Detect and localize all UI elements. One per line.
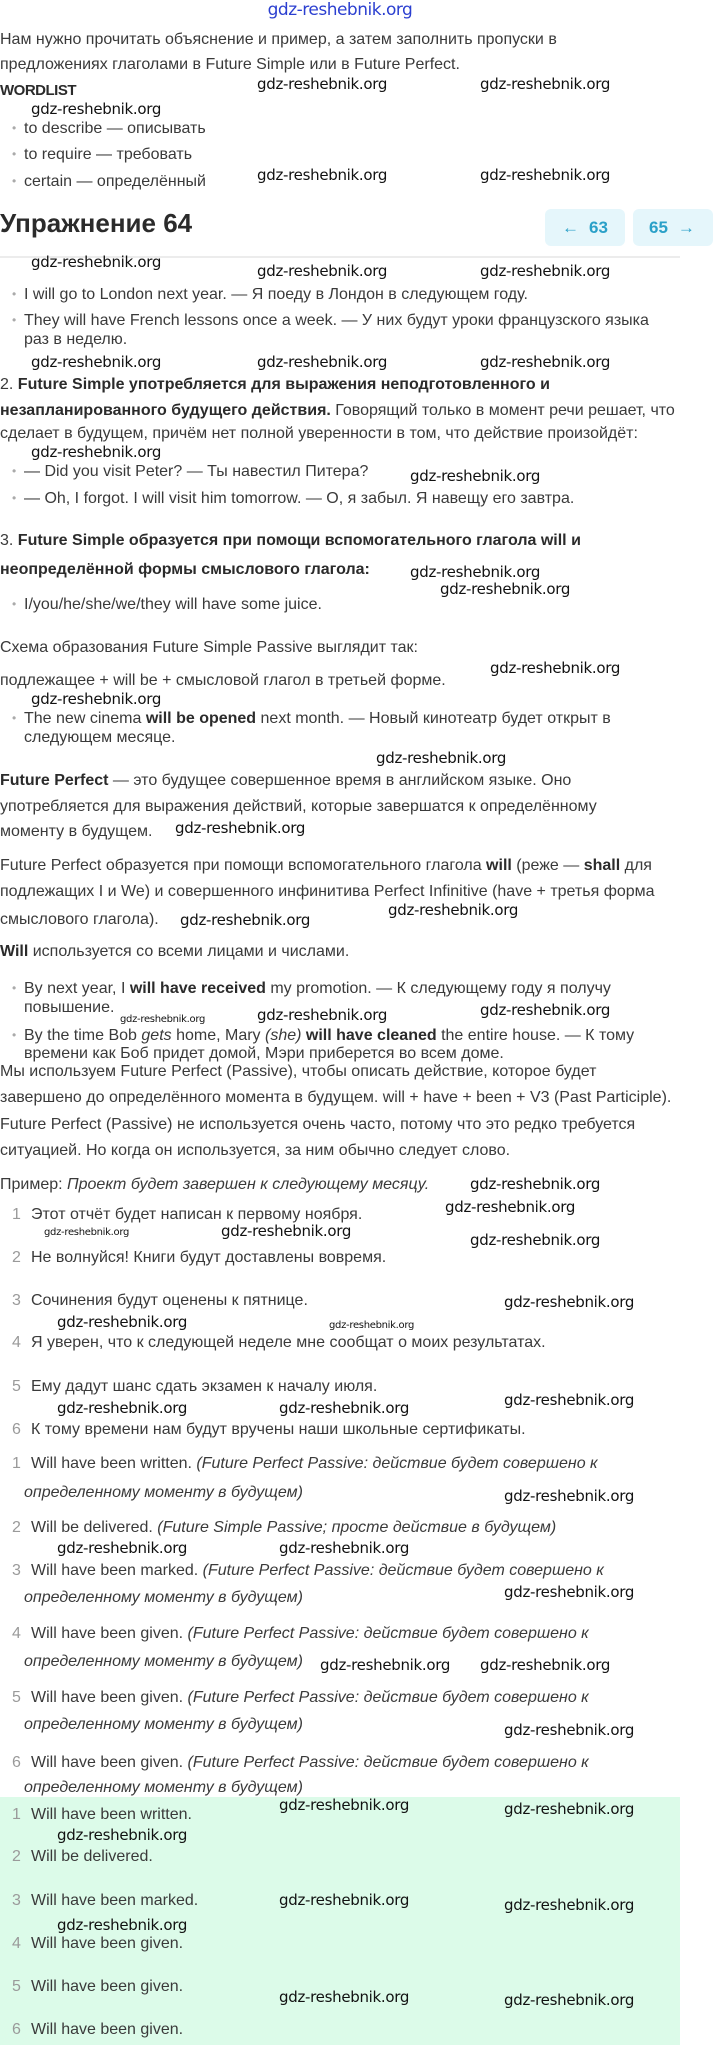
item-number: 5 (12, 1977, 21, 1995)
text: ситуацией. Но когда он используется, за ним обычно следует слово. (0, 1141, 511, 1159)
text-line (24, 1653, 303, 1670)
text: для (620, 856, 652, 874)
prev-exercise-label: 63 (589, 217, 608, 237)
item-number: 4 (12, 1624, 21, 1642)
numbered-item (12, 1377, 378, 1395)
list-item (24, 1027, 634, 1044)
text-line (24, 729, 175, 746)
italic-text: gets (141, 1026, 172, 1044)
watermark: gdz-reshebnik.org (120, 1014, 206, 1025)
watermark: gdz-reshebnik.org (504, 1896, 635, 1914)
watermark: gdz-reshebnik.org (376, 749, 507, 767)
text-line (24, 1716, 303, 1733)
text: подлежащее + will be + смысловой глагол в третьей форме. (0, 671, 446, 689)
numbered-item (12, 1891, 199, 1909)
text: Мы используем Future Perfect (Passive), чтобы описать действие, которое будет (0, 1062, 597, 1080)
italic-text: определенному моменту в будущем) (24, 1778, 303, 1796)
item-number: 6 (12, 2020, 21, 2038)
list-item (24, 980, 611, 997)
item-number: 5 (12, 1377, 21, 1395)
numbered-item (12, 1805, 192, 1823)
watermark: gdz-reshebnik.org (180, 911, 311, 929)
bold-text: will (486, 856, 512, 874)
bold-text: shall (583, 856, 621, 874)
text-line (0, 1142, 510, 1159)
list-item (24, 596, 322, 613)
text: next month. — Новый кинотеатр будет открыт в (256, 709, 611, 727)
text: Я уверен, что к следующей неделе мне сообщат о моих результатах. (31, 1333, 546, 1351)
text: Схема образования Future Simple Passive выглядит так: (0, 638, 418, 656)
numbered-item (12, 1753, 589, 1771)
watermark: gdz-reshebnik.org (175, 819, 306, 837)
watermark: gdz-reshebnik.org (504, 1293, 635, 1311)
item-number: 2 (12, 1847, 21, 1865)
text: — это будущее совершенное время в английском языке. Оно (108, 771, 572, 789)
italic-text: (Future Perfect Passive: действие будет совершено к (187, 1624, 589, 1642)
item-number: 1 (12, 1454, 21, 1472)
item-number: 4 (12, 1333, 21, 1351)
watermark: gdz-reshebnik.org (31, 100, 162, 118)
text: К тому времени нам будут вручены наши школьные сертификаты. (31, 1420, 526, 1438)
text: — Did you visit Peter? — Ты навестил Питера? (24, 462, 369, 480)
watermark: gdz-reshebnik.org (388, 901, 519, 919)
item-number: 2 (12, 1518, 21, 1536)
text: Future Perfect (Passive) не используется очень часто, потому что это редко требуется (0, 1115, 636, 1133)
text-line (0, 911, 159, 928)
italic-text: определенному моменту в будущем) (24, 1652, 303, 1670)
page-title: Упражнение 64 (0, 208, 193, 238)
numbered-item (12, 1934, 184, 1952)
text: Этот отчёт будет написан к первому ноября. (31, 1205, 363, 1223)
watermark: gdz-reshebnik.org (470, 1231, 601, 1249)
text: Will have been given. (31, 2020, 184, 2038)
text: They will have French lessons once a week. — У них будут уроки французского языка (24, 311, 649, 329)
text-line (0, 1116, 635, 1133)
watermark: gdz-reshebnik.org (57, 1539, 188, 1557)
watermark: gdz-reshebnik.org (504, 1991, 635, 2009)
watermark: gdz-reshebnik.org (57, 1399, 188, 1417)
prev-exercise-button[interactable] (545, 209, 625, 246)
text: certain — определённый (24, 172, 206, 190)
text-line (0, 672, 446, 689)
text: Will have been written. (31, 1454, 197, 1472)
text: By next year, I (24, 979, 130, 997)
text-line (0, 82, 76, 99)
watermark: gdz-reshebnik.org (480, 262, 611, 280)
text: I/you/he/she/we/they will have some juice. (24, 595, 322, 613)
watermark: gdz-reshebnik.org (504, 1583, 635, 1601)
italic-text: (Future Perfect Passive: действие будет совершено к (187, 1753, 589, 1771)
text-line (0, 31, 557, 48)
text: повышение. (24, 998, 115, 1016)
bold-text: Future Perfect (0, 771, 109, 789)
watermark: gdz-reshebnik.org (480, 166, 611, 184)
numbered-item (12, 1977, 184, 1995)
text: The new cinema (24, 709, 146, 727)
text: моменту в будущем. (0, 822, 153, 840)
watermark: gdz-reshebnik.org (257, 1006, 388, 1024)
numbered-item (12, 1847, 153, 1865)
item-number: 1 (12, 1205, 21, 1223)
text: подлежащих I и We) и совершенного инфинитива Perfect Infinitive (have + третья форма (0, 882, 655, 900)
next-exercise-label: 65 (649, 217, 668, 237)
text: Пример: (0, 1175, 68, 1193)
text: Will be delivered. (31, 1847, 153, 1865)
text: Говорящий только в момент речи решает, что (330, 401, 675, 419)
text: Will be delivered. (31, 1518, 158, 1536)
text-line (0, 639, 418, 656)
list-item (24, 490, 574, 507)
text: home, Mary (171, 1026, 265, 1044)
numbered-item (12, 1333, 546, 1351)
watermark: gdz-reshebnik.org (490, 659, 621, 677)
item-number: 5 (12, 1688, 21, 1706)
text-line (0, 772, 571, 789)
numbered-item (12, 1420, 526, 1438)
numbered-item (12, 1248, 387, 1266)
watermark: gdz-reshebnik.org (257, 166, 388, 184)
text: Will have been given. (31, 1934, 184, 1952)
text-line (0, 561, 370, 578)
watermark: gdz-reshebnik.org (480, 1656, 611, 1674)
text-line (24, 999, 114, 1016)
text: Will have been written. (31, 1805, 192, 1823)
text: раз в неделю. (24, 330, 128, 348)
text: Сочинения будут оценены к пятнице. (31, 1291, 308, 1309)
text: предложениях глаголами в Future Simple или в Future Perfect. (0, 55, 460, 73)
list-item (24, 312, 649, 329)
text-line (0, 823, 152, 840)
text-line (0, 883, 655, 900)
bold-text: Future Simple употребляется для выражения неподготовленного и (17, 375, 550, 393)
italic-text: (Future Simple Passive; просте действие в будущем) (157, 1518, 557, 1536)
text: — Oh, I forgot. I will visit him tomorrow. — О, я забыл. Я навещу его завтра. (24, 489, 575, 507)
italic-text: определенному моменту в будущем) (24, 1588, 303, 1606)
italic-text: (Future Perfect Passive: действие будет совершено к (196, 1454, 598, 1472)
text: используется со всеми лицами и числами. (28, 942, 350, 960)
text-line (24, 1484, 303, 1501)
watermark: gdz-reshebnik.org (440, 580, 571, 598)
text: Will have been given. (31, 1977, 184, 1995)
numbered-item (12, 1205, 363, 1223)
italic-text: определенному моменту в будущем) (24, 1715, 303, 1733)
watermark: gdz-reshebnik.org (279, 1988, 410, 2006)
watermark-top: gdz-reshebnik.org (267, 0, 413, 20)
bold-text: will be opened (145, 709, 257, 727)
item-number: 3 (12, 1291, 21, 1309)
text: Will have been given. (31, 1624, 188, 1642)
watermark: gdz-reshebnik.org (279, 1796, 410, 1814)
text: Future Perfect образуется при помощи вспомогательного глагола (0, 856, 487, 874)
numbered-item (12, 1688, 589, 1706)
numbered-item (12, 1291, 308, 1309)
item-number: 3 (12, 1561, 21, 1579)
bold-text: Future Simple образуется при помощи вспомогательного глагола will и (17, 531, 581, 549)
list-item (24, 146, 192, 163)
watermark: gdz-reshebnik.org (257, 262, 388, 280)
text: Will have been given. (31, 1688, 188, 1706)
text-line (0, 425, 638, 442)
watermark: gdz-reshebnik.org (31, 690, 162, 708)
text: I will go to London next year. — Я поеду в Лондон в следующем году. (24, 285, 528, 303)
text-line (0, 402, 675, 419)
watermark: gdz-reshebnik.org (31, 253, 162, 271)
watermark: gdz-reshebnik.org (410, 563, 541, 581)
list-item (24, 173, 206, 190)
watermark: gdz-reshebnik.org (57, 1313, 188, 1331)
text: употребляется для выражения действий, которые завершатся к определённому (0, 797, 597, 815)
italic-text: (she) (265, 1026, 302, 1044)
item-number: 2 (12, 1248, 21, 1266)
next-exercise-button[interactable] (633, 209, 713, 246)
text: Ему дадут шанс сдать экзамен к началу июля. (31, 1377, 378, 1395)
text: следующем месяце. (24, 728, 176, 746)
watermark: gdz-reshebnik.org (57, 1916, 188, 1934)
watermark: gdz-reshebnik.org (279, 1539, 410, 1557)
text-line (0, 857, 652, 874)
bold-text: неопределённой формы смыслового глагола: (0, 560, 370, 578)
watermark: gdz-reshebnik.org (504, 1721, 635, 1739)
text: my promotion. — К следующему году я получу (265, 979, 611, 997)
text: сделает в будущем, причём нет полной уверенности в том, что действие произойдёт: (0, 424, 638, 442)
text: By the time Bob (24, 1026, 142, 1044)
watermark: gdz-reshebnik.org (504, 1391, 635, 1409)
watermark: gdz-reshebnik.org (31, 353, 162, 371)
text-line (24, 1045, 504, 1062)
watermark: gdz-reshebnik.org (480, 353, 611, 371)
text: времени как Боб придет домой, Мэри приберется во всем доме. (24, 1044, 504, 1062)
item-number: 4 (12, 1934, 21, 1952)
watermark: gdz-reshebnik.org (257, 353, 388, 371)
italic-text: (Future Perfect Passive: действие будет совершено к (187, 1688, 589, 1706)
item-number: 6 (12, 1420, 21, 1438)
text-line (0, 1063, 596, 1080)
text-line (24, 331, 127, 348)
text-line (0, 532, 581, 549)
bold-text: незапланированного будущего действия. (0, 401, 331, 419)
item-number: 6 (12, 1753, 21, 1771)
text-line (0, 943, 349, 960)
watermark: gdz-reshebnik.org (320, 1656, 451, 1674)
text-line (24, 1779, 303, 1796)
watermark: gdz-reshebnik.org (445, 1198, 576, 1216)
watermark: gdz-reshebnik.org (257, 75, 388, 93)
text: to describe — описывать (24, 119, 206, 137)
text-line (0, 1089, 671, 1106)
text-line (0, 56, 460, 73)
text: Нам нужно прочитать объяснение и пример, а затем заполнить пропуски в (0, 30, 557, 48)
bold-text: WORDLIST (0, 81, 76, 99)
text: Не волнуйся! Книги будут доставлены вовремя. (31, 1248, 387, 1266)
text-line (0, 798, 597, 815)
numbered-item (12, 1624, 589, 1642)
text-line (0, 1176, 429, 1193)
item-number: 3 (12, 1891, 21, 1909)
list-item (24, 710, 611, 727)
watermark: gdz-reshebnik.org (329, 1320, 415, 1331)
italic-text: определенному моменту в будущем) (24, 1483, 303, 1501)
list-item (24, 286, 528, 303)
text: Will have been given. (31, 1753, 188, 1771)
italic-text: (Future Perfect Passive: действие будет совершено к (202, 1561, 604, 1579)
numbered-item (12, 1518, 557, 1536)
watermark: gdz-reshebnik.org (31, 443, 162, 461)
text: to require — требовать (24, 145, 193, 163)
text-line (24, 1589, 303, 1606)
text: the entire house. — К тому (436, 1026, 635, 1044)
watermark: gdz-reshebnik.org (410, 467, 541, 485)
numbered-item (12, 1561, 604, 1579)
watermark: gdz-reshebnik.org (279, 1399, 410, 1417)
bold-text: Will (0, 942, 29, 960)
arrow-right-icon: → (677, 217, 695, 237)
item-number: 1 (12, 1805, 21, 1823)
text: завершено до определённого момента в будущем. will + have + been + V3 (Past Participle). (0, 1088, 672, 1106)
watermark: gdz-reshebnik.org (44, 1227, 130, 1238)
text: 3. (0, 531, 18, 549)
text: смыслового глагола). (0, 910, 159, 928)
watermark: gdz-reshebnik.org (221, 1222, 352, 1240)
watermark: gdz-reshebnik.org (470, 1175, 601, 1193)
text: Will have been marked. (31, 1561, 203, 1579)
watermark: gdz-reshebnik.org (480, 75, 611, 93)
arrow-left-icon: ← (562, 217, 580, 237)
watermark: gdz-reshebnik.org (480, 1001, 611, 1019)
numbered-item (12, 2020, 184, 2038)
watermark: gdz-reshebnik.org (279, 1891, 410, 1909)
bold-text: will have cleaned (305, 1026, 437, 1044)
watermark: gdz-reshebnik.org (57, 1826, 188, 1844)
list-item (24, 463, 368, 480)
list-item (24, 120, 206, 137)
text: (реже — (511, 856, 584, 874)
italic-text: Проект будет завершен к следующему месяцу. (67, 1175, 430, 1193)
text: Will have been marked. (31, 1891, 199, 1909)
numbered-item (12, 1454, 598, 1472)
watermark: gdz-reshebnik.org (504, 1487, 635, 1505)
text: 2. (0, 375, 18, 393)
bold-text: will have received (129, 979, 266, 997)
text-line (0, 376, 550, 393)
watermark: gdz-reshebnik.org (504, 1800, 635, 1818)
